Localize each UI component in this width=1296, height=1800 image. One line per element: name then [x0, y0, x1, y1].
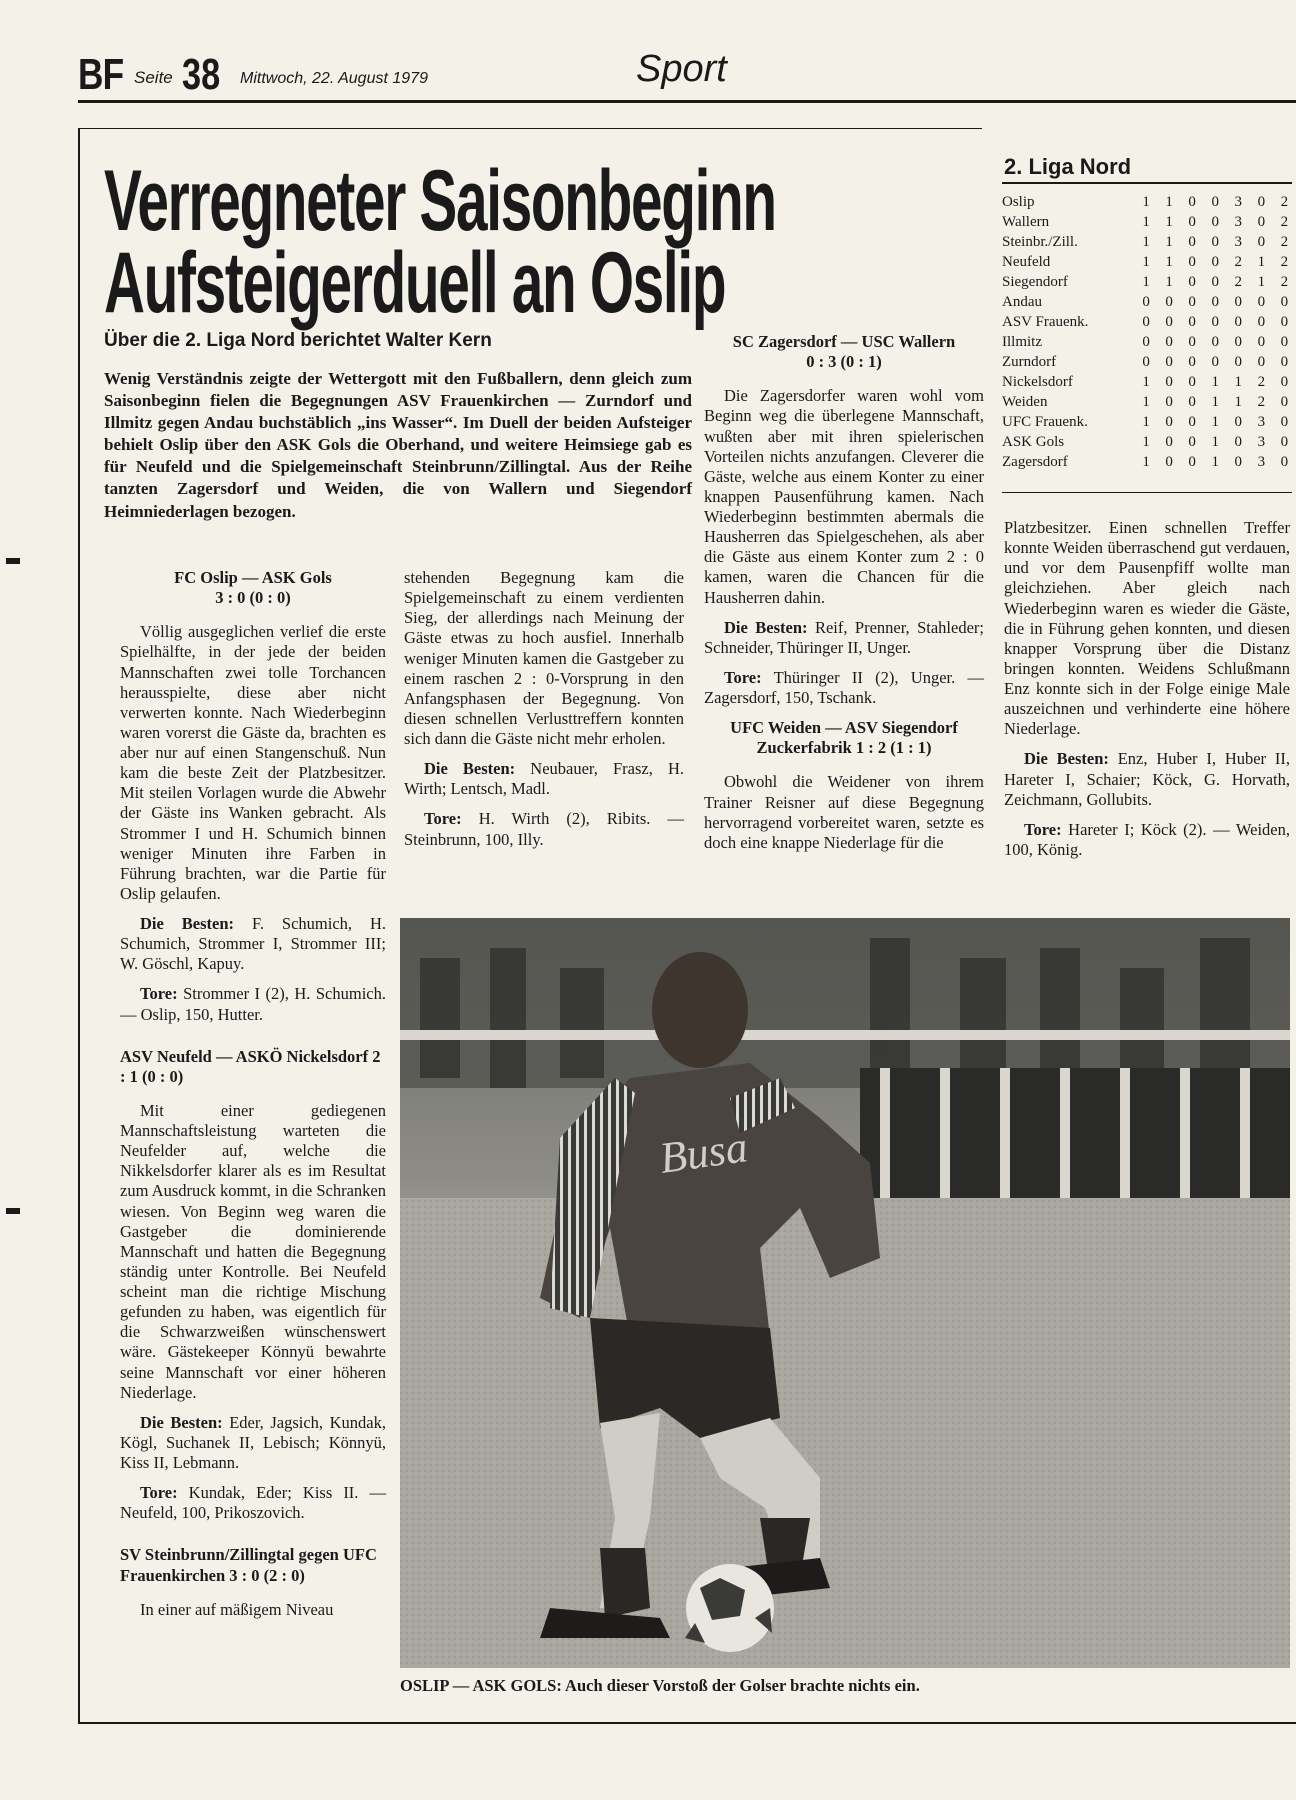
table-cell: 0: [1280, 454, 1289, 470]
league-row: [1002, 192, 1296, 212]
table-cell: 0: [1142, 334, 1150, 350]
table-cell: 0: [1188, 334, 1196, 350]
table-cell: 1: [1142, 254, 1150, 270]
table-cell: 0: [1257, 354, 1266, 370]
league-table-title: 2. Liga Nord: [1004, 154, 1132, 179]
margin-mark: [6, 558, 20, 564]
table-cell: 0: [1211, 314, 1219, 330]
table-cell: 0: [1211, 274, 1219, 290]
league-row: [1002, 372, 1296, 392]
team-name: Illmitz: [1002, 334, 1042, 350]
best-players: Die Besten: Reif, Prenner, Stahleder; Schneider, Thüringer II, Unger.: [704, 617, 984, 657]
table-cell: 2: [1280, 234, 1289, 250]
table-cell: 1: [1234, 374, 1243, 390]
goals: Tore: Thüringer II (2), Unger. — Zagersdorf, 150, Tschank.: [704, 667, 985, 707]
table-cell: 0: [1280, 394, 1289, 410]
table-cell: 2: [1234, 254, 1243, 270]
table-cell: 2: [1234, 274, 1243, 290]
match-heading: ASV Neufeld — ASKÖ Nickelsdorf 2 : 1 (0 : 0): [120, 1046, 381, 1086]
table-cell: 1: [1142, 214, 1150, 230]
table-cell: 3: [1234, 194, 1243, 210]
table-cell: 0: [1257, 314, 1266, 330]
table-cell: 0: [1211, 214, 1219, 230]
match-report: stehenden Begegnung kam die Spielgemeinschaft zu einem verdienten Sieg, der allerdings nach Meinung der Gäste etwas zu hoch ausfiel. Innerhalb weniger Minuten kamen die Gastgeber zu einem raschen 2 : 0-Vorsprung in den Anfangsphasen der Begegnung. Von diesen schnellen Verlusttreffern konnten sich dann die Gäste nicht mehr erholen.: [404, 568, 684, 748]
best-players: Die Besten: Enz, Huber I, Huber II, Hareter I, Schaier; Köck, G. Horvath, Zeichmann, Gollubits.: [1004, 749, 1290, 809]
table-cell: 0: [1211, 194, 1219, 210]
team-name: Zurndorf: [1002, 354, 1057, 370]
issue-date: Mittwoch, 22. August 1979: [240, 70, 428, 87]
team-name: Oslip: [1002, 194, 1035, 210]
table-cell: 0: [1211, 334, 1219, 350]
league-row: [1002, 432, 1296, 452]
league-row: [1002, 232, 1296, 252]
table-cell: 0: [1188, 194, 1196, 210]
team-name: Andau: [1002, 294, 1042, 310]
table-cell: 0: [1188, 274, 1196, 290]
league-row: [1002, 212, 1296, 232]
table-cell: 2: [1280, 194, 1289, 210]
league-row: [1002, 312, 1296, 332]
match-report: Mit einer gediegenen Mannschaftsleistung warteten die Neufelder auf, welche die Nikkelsdorfer klarer als es im Resultat zum Ausdruck kommt, in die Schranken wiesen. Von Beginn weg waren die Gastgeber die dominierende Mannschaft und hatten die Begegnung ständig unter Kontrolle. Bei Neufeld scheint man die richtige Mischung gefunden zu haben, was eigentlich für die Schwarzweißen wünschenswert wäre. Gästekeeper Könnyü bewahrte seine Mannschaft vor einer höheren Niederlage.: [120, 1100, 386, 1402]
goals: Tore: Hareter I; Köck (2). — Weiden, 100, König.: [1004, 819, 1291, 859]
league-row: [1002, 252, 1296, 272]
frame-top-rule: [78, 128, 982, 129]
headline-line-1: Verregneter Saisonbeginn: [104, 153, 776, 249]
goals: Tore: Strommer I (2), H. Schumich. — Oslip, 150, Hutter.: [120, 984, 386, 1024]
table-cell: 1: [1165, 254, 1173, 270]
page-label: Seite: [134, 68, 173, 87]
team-name: Nickelsdorf: [1002, 374, 1073, 390]
match-report: Platzbesitzer. Einen schnellen Treffer konnte Weiden überraschend gut verdauen, und vor dem Pausenpfiff wollte man gleichziehen. Aber gleich nach Wiederbeginn waren es wieder die Gäste, die in Führung gehen konnten, und diesen knapper Vorsprung über die Distanz bringen konnten. Weidens Schlußmann Enz konnte sich in der Folge einige Male auszeichnen und verhinderte eine höhere Niederlage.: [1004, 518, 1290, 739]
table-cell: 0: [1257, 294, 1266, 310]
league-row: [1002, 272, 1296, 292]
table-cell: 1: [1211, 414, 1219, 430]
page-number: 38: [182, 50, 221, 99]
table-cell: 3: [1257, 414, 1266, 430]
team-name: Neufeld: [1002, 254, 1051, 270]
table-cell: 0: [1234, 314, 1243, 330]
table-cell: 0: [1280, 334, 1289, 350]
table-cell: 1: [1142, 394, 1150, 410]
table-cell: 0: [1142, 314, 1150, 330]
table-cell: 0: [1165, 394, 1173, 410]
table-cell: 0: [1211, 254, 1219, 270]
table-cell: 0: [1280, 314, 1289, 330]
table-cell: 0: [1280, 354, 1289, 370]
table-cell: 0: [1188, 374, 1196, 390]
table-cell: 0: [1257, 234, 1266, 250]
match-report: In einer auf mäßigem Niveau: [140, 1599, 334, 1619]
table-cell: 0: [1211, 354, 1219, 370]
match-report: Die Zagersdorfer waren wohl vom Beginn weg die überlegene Mannschaft, wußten aber mit ihren spielerischen Vorteilen nichts anzufangen. Cleverer die Gäste, welche aus einem Konter zu einer knappen Pausenführung kamen. Nach Wiederbeginn bestimmten abermals die Hausherren das Spielgeschehen, als aber die Gäste aus einem Konter zum 2 : 0 kamen, waren die Chancen für die Hausherren dahin.: [704, 386, 984, 607]
table-cell: 1: [1211, 374, 1219, 390]
goals: Tore: Kundak, Eder; Kiss II. — Neufeld, 100, Prikoszovich.: [120, 1483, 386, 1523]
table-cell: 2: [1280, 274, 1289, 290]
table-cell: 1: [1165, 274, 1173, 290]
article-column-2: [404, 568, 684, 860]
byline: Über die 2. Liga Nord berichtet Walter Kern: [104, 330, 492, 351]
table-cell: 0: [1188, 354, 1196, 370]
table-cell: 2: [1257, 394, 1266, 410]
logo: BF: [78, 50, 124, 99]
table-cell: 0: [1280, 414, 1289, 430]
table-cell: 0: [1188, 234, 1196, 250]
table-cell: 1: [1142, 454, 1150, 470]
team-name: ASK Gols: [1002, 434, 1065, 450]
table-cell: 0: [1188, 454, 1196, 470]
best-players: Die Besten: Neubauer, Frasz, H. Wirth; Lentsch, Madl.: [404, 759, 684, 799]
table-cell: 1: [1142, 234, 1150, 250]
team-name: Wallern: [1002, 214, 1050, 230]
match-photo: [400, 918, 1290, 1668]
table-cell: 0: [1165, 294, 1173, 310]
table-cell: 2: [1257, 374, 1266, 390]
table-cell: 2: [1280, 214, 1289, 230]
table-cell: 0: [1165, 434, 1173, 450]
match-heading: SC Zagersdorf — USC Wallern 0 : 3 (0 : 1): [732, 332, 956, 372]
table-cell: 2: [1280, 254, 1289, 270]
table-cell: 1: [1142, 434, 1150, 450]
table-cell: 0: [1257, 334, 1266, 350]
table-cell: 0: [1142, 354, 1150, 370]
table-cell: 1: [1165, 234, 1173, 250]
table-cell: 3: [1234, 234, 1243, 250]
table-cell: 0: [1188, 254, 1196, 270]
article-column-4: [1004, 518, 1290, 870]
table-cell: 0: [1234, 354, 1243, 370]
table-cell: 1: [1257, 274, 1266, 290]
team-name: ASV Frauenk.: [1002, 314, 1089, 330]
best-players: Die Besten: Eder, Jagsich, Kundak, Kögl, Suchanek II, Lebisch; Könnyü, Kiss II, Lebmann.: [120, 1412, 386, 1472]
table-cell: 0: [1165, 354, 1173, 370]
table-cell: 0: [1211, 234, 1219, 250]
frame-bottom-rule: [78, 1722, 1296, 1724]
league-row: [1002, 412, 1296, 432]
team-name: Zagersdorf: [1002, 454, 1068, 470]
table-cell: 0: [1165, 414, 1173, 430]
table-cell: 0: [1188, 394, 1196, 410]
league-row: [1002, 392, 1296, 412]
table-cell: 0: [1188, 414, 1196, 430]
table-cell: 0: [1188, 434, 1196, 450]
match-report: Obwohl die Weidener von ihrem Trainer Reisner auf diese Begegnung hervorragend vorbereitet waren, setzte es doch eine knappe Niederlage für die: [704, 772, 984, 852]
table-cell: 1: [1165, 194, 1173, 210]
team-name: Siegendorf: [1002, 274, 1068, 290]
team-name: UFC Frauenk.: [1002, 414, 1088, 430]
table-cell: 0: [1188, 294, 1196, 310]
table-cell: 0: [1280, 434, 1289, 450]
table-cell: 0: [1211, 294, 1219, 310]
margin-mark: [6, 1208, 20, 1214]
table-bottom-rule: [1002, 492, 1292, 493]
table-cell: 1: [1211, 434, 1219, 450]
goals: Tore: H. Wirth (2), Ribits. — Steinbrunn, 100, Illy.: [404, 809, 684, 849]
table-cell: 3: [1234, 214, 1243, 230]
league-table: [1002, 192, 1296, 472]
table-cell: 1: [1211, 394, 1219, 410]
lead-paragraph: Wenig Verständnis zeigte der Wettergott mit den Fußballern, denn gleich zum Saisonbeginn fielen die Begegnungen ASV Frauenkirchen — Zurndorf und Illmitz gegen Andau buchstäblich „ins Wasser“. Im Duell der beiden Aufsteiger behielt Oslip über den ASK Gols die Oberhand, und weitere Heimsiege gab es für Neufeld und die Spielgemeinschaft Steinbrunn/Zillingtal. Aus der Reihe tanzten Zagersdorf und Weiden, die von Wallern und Siegendorf Heimniederlagen bezogen.: [104, 369, 692, 521]
table-cell: 1: [1142, 414, 1150, 430]
article-column-3: [704, 332, 984, 863]
team-name: Steinbr./Zill.: [1002, 234, 1078, 250]
photo-caption: OSLIP — ASK GOLS: Auch dieser Vorstoß der Golser brachte nichts ein.: [400, 1676, 920, 1695]
frame-left-rule: [78, 128, 80, 1722]
match-heading: UFC Weiden — ASV Siegendorf Zuckerfabrik 1 : 2 (1 : 1): [730, 718, 958, 758]
table-cell: 3: [1257, 454, 1266, 470]
headline-line-2: Aufsteigerduell an Oslip: [104, 235, 726, 331]
table-cell: 1: [1165, 214, 1173, 230]
table-cell: 1: [1142, 274, 1150, 290]
table-cell: 1: [1257, 254, 1266, 270]
match-heading: SV Steinbrunn/Zillingtal gegen UFC Frauenkirchen 3 : 0 (2 : 0): [120, 1545, 377, 1585]
table-cell: 1: [1234, 394, 1243, 410]
table-cell: 0: [1234, 294, 1243, 310]
league-row: [1002, 352, 1296, 372]
table-cell: 1: [1142, 374, 1150, 390]
table-cell: 1: [1211, 454, 1219, 470]
header-rule: [78, 100, 1296, 103]
table-cell: 0: [1257, 194, 1266, 210]
article-column-1: [120, 568, 386, 1630]
best-players: Die Besten: F. Schumich, H. Schumich, Strommer I, Strommer III; W. Göschl, Kapuy.: [120, 914, 386, 974]
match-heading: FC Oslip — ASK Gols 3 : 0 (0 : 0): [174, 568, 332, 608]
league-row: [1002, 292, 1296, 312]
table-top-rule: [1002, 182, 1292, 184]
table-cell: 0: [1188, 314, 1196, 330]
league-row: [1002, 452, 1296, 472]
team-name: Weiden: [1002, 394, 1048, 410]
table-cell: 0: [1234, 334, 1243, 350]
svg-text:Busa: Busa: [656, 1122, 751, 1183]
table-cell: 0: [1188, 214, 1196, 230]
table-cell: 0: [1280, 374, 1289, 390]
table-cell: 0: [1234, 414, 1243, 430]
table-cell: 0: [1165, 314, 1173, 330]
table-cell: 0: [1234, 454, 1243, 470]
table-cell: 0: [1234, 434, 1243, 450]
match-report: Völlig ausgeglichen verlief die erste Spielhälfte, in der jede der beiden Mannschaften zwei tolle Torchancen herausspielte, diese aber nicht verwerten konnte. Nach Wiederbeginn waren vorerst die Gäste da, brachten es aber nur auf einen Stangenschuß. Nun kam die beste Zeit der Platzbesitzer. Mit steilen Vorlagen wurde die Abwehr der Gäste ins Wanken gebracht. Als Strommer I und H. Schumich binnen weniger Minuten ihre Farben in Führung brachten, war die Partie für Oslip gelaufen.: [120, 622, 386, 903]
table-cell: 0: [1280, 294, 1289, 310]
section-title: Sport: [636, 48, 727, 90]
table-cell: 0: [1165, 334, 1173, 350]
table-cell: 0: [1257, 214, 1266, 230]
table-cell: 0: [1165, 454, 1173, 470]
table-cell: 3: [1257, 434, 1266, 450]
table-cell: 0: [1142, 294, 1150, 310]
table-cell: 1: [1142, 194, 1150, 210]
table-cell: 0: [1165, 374, 1173, 390]
league-row: [1002, 332, 1296, 352]
